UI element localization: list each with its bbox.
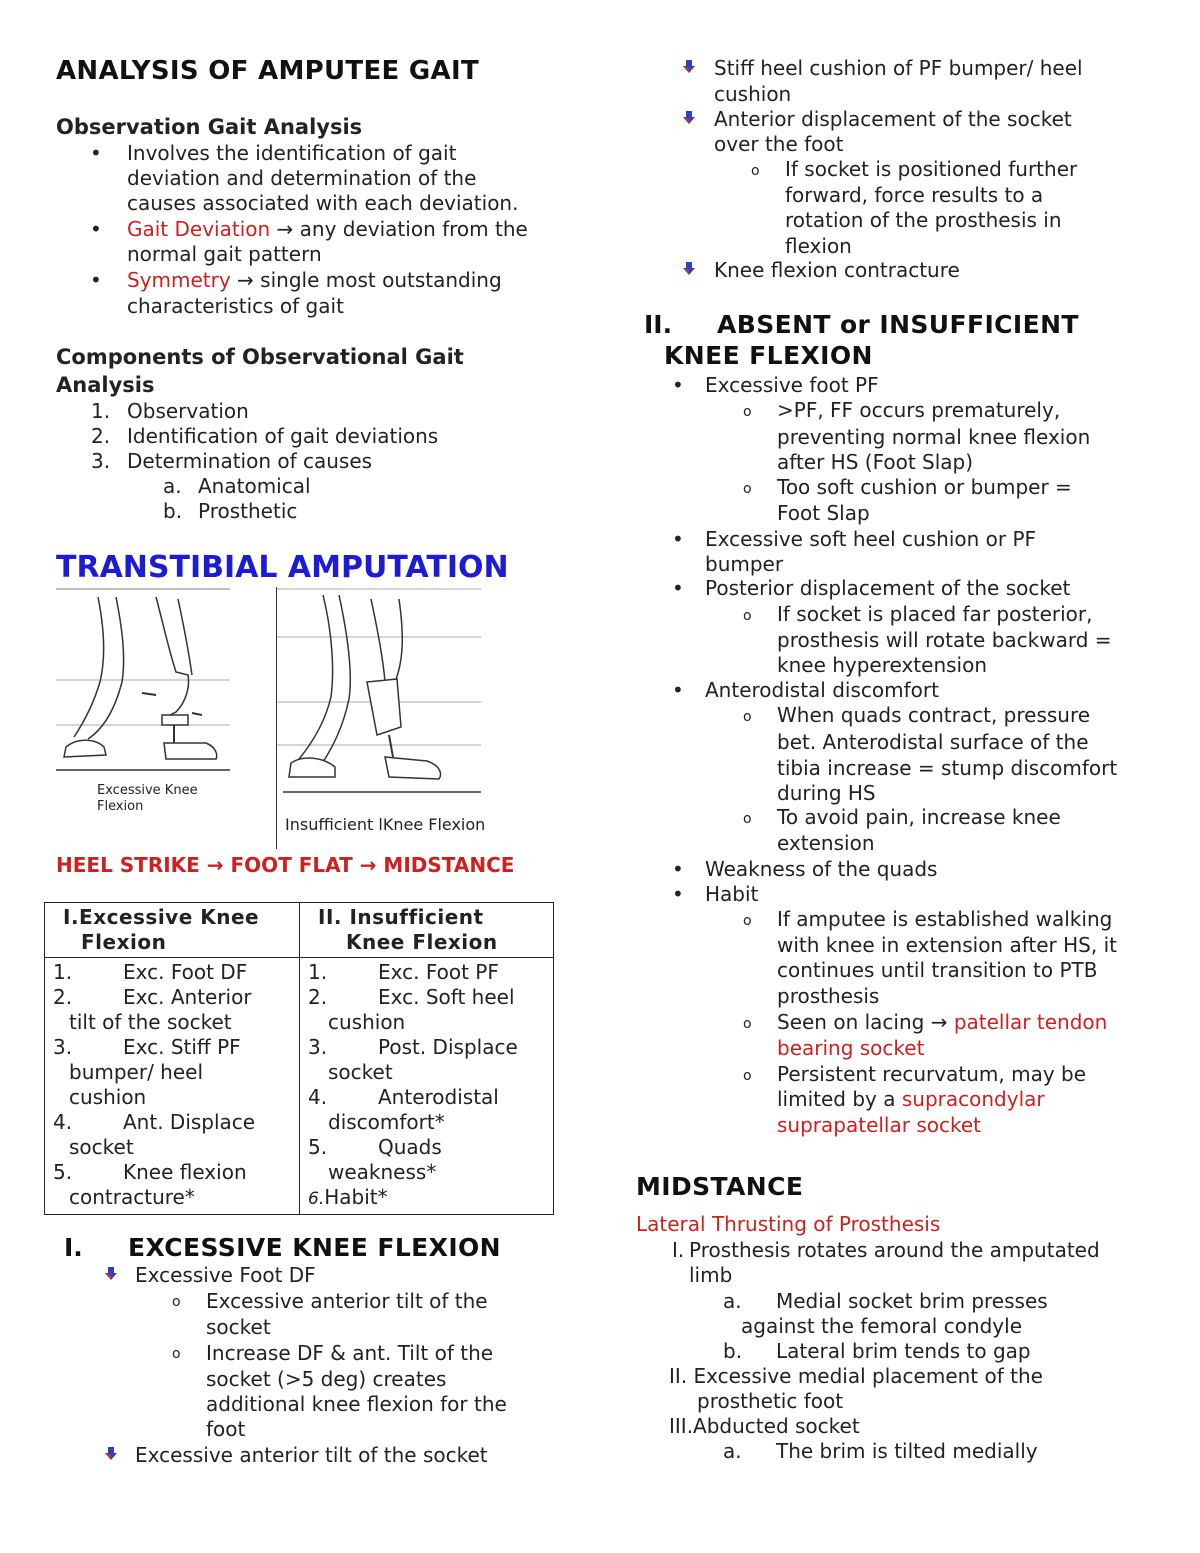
table-h2-l2: Knee Flexion bbox=[346, 930, 498, 954]
gait-deviation-term: Gait Deviation bbox=[127, 217, 271, 241]
circle-bullet-icon: o bbox=[743, 913, 752, 929]
bullet-dot-icon: • bbox=[672, 576, 684, 600]
ekf-o2-l3: additional knee flexion for the bbox=[206, 1392, 507, 1416]
r-o1-l2: forward, force results to a bbox=[785, 183, 1044, 207]
ekf-o2-l4: foot bbox=[206, 1417, 246, 1441]
b6-o3-l3: suprapatellar socket bbox=[777, 1113, 981, 1137]
b6-o3-l2 bbox=[777, 1087, 1045, 1112]
m3a-l1: The brim is tilted medially bbox=[776, 1439, 1038, 1463]
ekf-o2-l2: socket (>5 deg) creates bbox=[206, 1367, 447, 1391]
table-c1-i1: Exc. Foot DF bbox=[123, 960, 248, 984]
table-header-excessive bbox=[45, 903, 300, 958]
arrow-bullet-icon bbox=[104, 1447, 118, 1461]
table-h2-l1: II. Insufficient bbox=[318, 905, 484, 929]
ekf-number: I. bbox=[64, 1233, 83, 1262]
b6-o2-pre: Seen on lacing → bbox=[777, 1010, 954, 1034]
b6-o2-l2: bearing socket bbox=[777, 1036, 925, 1060]
b2-l1: Excessive soft heel cushion or PF bbox=[705, 527, 1037, 551]
leg-drawing-insufficient bbox=[277, 587, 481, 812]
b3-o1-l3: knee hyperextension bbox=[777, 653, 988, 677]
table-header-row bbox=[45, 903, 554, 958]
bullet-dot-icon: • bbox=[672, 678, 684, 702]
b4-o1-l3: tibia increase = stump discomfort bbox=[777, 756, 1118, 780]
figure-insufficient-knee-flexion bbox=[276, 587, 486, 849]
b4-o2-l1: To avoid pain, increase knee bbox=[777, 805, 1061, 829]
m1-num: I. bbox=[672, 1238, 685, 1262]
r-a2-l2: over the foot bbox=[714, 132, 844, 156]
bullet-dot-icon: • bbox=[90, 268, 102, 292]
m1-l1: Prosthesis rotates around the amputated bbox=[689, 1238, 1100, 1262]
ekf-title: EXCESSIVE KNEE FLEXION bbox=[128, 1233, 501, 1262]
table-c1-i5b: contracture* bbox=[69, 1185, 195, 1209]
m1a-label: a. bbox=[723, 1289, 742, 1313]
comp-sub-a: Anatomical bbox=[198, 474, 311, 498]
obs-b3 bbox=[127, 268, 502, 293]
table-c2-n1: 1. bbox=[308, 960, 328, 984]
table-c1-n1: 1. bbox=[53, 960, 73, 984]
aik-title-l2: KNEE FLEXION bbox=[664, 341, 873, 370]
table-c1-n4: 4. bbox=[53, 1110, 73, 1134]
table-c1-n2: 2. bbox=[53, 985, 73, 1009]
b4-o1-l4: during HS bbox=[777, 781, 876, 805]
ekf-o2-l1: Increase DF & ant. Tilt of the bbox=[206, 1341, 494, 1365]
table-c2-n2: 2. bbox=[308, 985, 328, 1009]
table-c1-i5: Knee flexion bbox=[123, 1160, 247, 1184]
bullet-dot-icon: • bbox=[90, 217, 102, 241]
circle-bullet-icon: o bbox=[743, 811, 752, 827]
r-o1-l4: flexion bbox=[785, 234, 852, 258]
circle-bullet-icon: o bbox=[751, 163, 760, 179]
comp-item-2: Identification of gait deviations bbox=[127, 424, 439, 448]
b4-o1-l2: bet. Anterodistal surface of the bbox=[777, 730, 1089, 754]
bullet-dot-icon: • bbox=[672, 527, 684, 551]
circle-bullet-icon: o bbox=[743, 608, 752, 624]
table-c2-i3: Post. Displace bbox=[378, 1035, 518, 1059]
arrow-bullet-icon bbox=[682, 60, 696, 74]
table-c2-n3: 3. bbox=[308, 1035, 328, 1059]
table-col-excessive bbox=[45, 958, 300, 1215]
r-a2-l1: Anterior displacement of the socket bbox=[714, 107, 1072, 131]
b1-o1-l2: preventing normal knee flexion bbox=[777, 425, 1091, 449]
page-title: ANALYSIS OF AMPUTEE GAIT bbox=[56, 56, 479, 86]
table-c2-n4: 4. bbox=[308, 1085, 328, 1109]
b3: Posterior displacement of the socket bbox=[705, 576, 1071, 600]
m3a-label: a. bbox=[723, 1439, 742, 1463]
b5: Weakness of the quads bbox=[705, 857, 938, 881]
table-c2-n5: 5. bbox=[308, 1135, 328, 1159]
b1-o2-l1: Too soft cushion or bumper = bbox=[777, 475, 1072, 499]
ekf-o1-l2: socket bbox=[206, 1315, 271, 1339]
m1-l2: limb bbox=[689, 1263, 733, 1287]
table-c1-i2b: tilt of the socket bbox=[69, 1010, 232, 1034]
bullet-dot-icon: • bbox=[672, 882, 684, 906]
table-c2-i4: Anterodistal bbox=[378, 1085, 499, 1109]
table-c1-i3b: bumper/ heel bbox=[69, 1060, 204, 1084]
b6-o1-l1: If amputee is established walking bbox=[777, 907, 1113, 931]
obs-heading: Observation Gait Analysis bbox=[56, 115, 363, 139]
obs-b1-l3: causes associated with each deviation. bbox=[127, 191, 519, 215]
table-h1-l1: I.Excessive Knee bbox=[63, 905, 260, 929]
r-a1-l1: Stiff heel cushion of PF bumper/ heel bbox=[714, 56, 1083, 80]
m1b-l1: Lateral brim tends to gap bbox=[776, 1339, 1031, 1363]
circle-bullet-icon: o bbox=[172, 1294, 181, 1310]
table-c2-i3b: socket bbox=[328, 1060, 393, 1084]
b4: Anterodistal discomfort bbox=[705, 678, 939, 702]
arrow-bullet-icon bbox=[682, 111, 696, 125]
m2-l2: prosthetic foot bbox=[697, 1389, 844, 1413]
b1-o1-l3: after HS (Foot Slap) bbox=[777, 450, 974, 474]
comp-sub-a-label: a. bbox=[163, 474, 182, 498]
obs-b2-rest: → any deviation from the bbox=[270, 217, 528, 241]
table-c1-n3: 3. bbox=[53, 1035, 73, 1059]
b4-o1-l1: When quads contract, pressure bbox=[777, 703, 1091, 727]
transtibial-heading: TRANSTIBIAL AMPUTATION bbox=[56, 550, 509, 585]
arrow-bullet-icon bbox=[682, 262, 696, 276]
table-c2-i4b: discomfort* bbox=[328, 1110, 445, 1134]
obs-b2 bbox=[127, 217, 528, 242]
circle-bullet-icon: o bbox=[743, 1068, 752, 1084]
table-c2-i2: Exc. Soft heel bbox=[378, 985, 515, 1009]
table-header-insufficient bbox=[300, 903, 554, 958]
m1a-l2: against the femoral condyle bbox=[741, 1314, 1022, 1338]
table-c2-i5: Quads bbox=[378, 1135, 442, 1159]
patellar-tendon-term: patellar tendon bbox=[953, 1010, 1108, 1034]
table-c1-i4b: socket bbox=[69, 1135, 134, 1159]
bullet-dot-icon: • bbox=[672, 373, 684, 397]
comp-heading-l2: Analysis bbox=[56, 373, 155, 397]
table-c1-n5: 5. bbox=[53, 1160, 73, 1184]
b6-o1-l4: prosthesis bbox=[777, 984, 880, 1008]
figure-excessive-knee-flexion bbox=[56, 587, 230, 817]
bullet-dot-icon: • bbox=[90, 141, 102, 165]
table-c1-i4: Ant. Displace bbox=[123, 1110, 256, 1134]
obs-b3-l2: characteristics of gait bbox=[127, 294, 344, 318]
b6-o1-l2: with knee in extension after HS, it bbox=[777, 933, 1117, 957]
fig1-caption-l1: Excessive Knee bbox=[97, 783, 198, 798]
comp-heading-l1: Components of Observational Gait bbox=[56, 345, 464, 369]
obs-b2-l2: normal gait pattern bbox=[127, 242, 322, 266]
b6-o1-l3: continues until transition to PTB bbox=[777, 958, 1098, 982]
circle-bullet-icon: o bbox=[743, 1016, 752, 1032]
table-h1-l2: Flexion bbox=[81, 930, 167, 954]
bullet-dot-icon: • bbox=[672, 857, 684, 881]
b6: Habit bbox=[705, 882, 759, 906]
fig2-caption: Insufficient lKnee Flexion bbox=[285, 815, 486, 834]
ekf-a2: Excessive anterior tilt of the socket bbox=[135, 1443, 488, 1467]
circle-bullet-icon: o bbox=[172, 1346, 181, 1362]
table-c2-i5b: weakness* bbox=[328, 1160, 437, 1184]
obs-b1-l2: deviation and determination of the bbox=[127, 166, 477, 190]
comparison-table bbox=[44, 902, 554, 1215]
supracondylar-term: supracondylar bbox=[901, 1087, 1045, 1111]
symmetry-term: Symmetry bbox=[127, 268, 231, 292]
table-c2-i1: Exc. Foot PF bbox=[378, 960, 499, 984]
table-body-row bbox=[45, 958, 554, 1215]
ekf-a1: Excessive Foot DF bbox=[135, 1263, 316, 1287]
circle-bullet-icon: o bbox=[743, 404, 752, 420]
table-col-insufficient bbox=[300, 958, 554, 1215]
comp-num-2: 2. bbox=[91, 424, 111, 448]
phase-line: HEEL STRIKE → FOOT FLAT → MIDSTANCE bbox=[56, 853, 515, 877]
r-a3: Knee flexion contracture bbox=[714, 258, 960, 282]
obs-b1-l1: Involves the identification of gait bbox=[127, 141, 457, 165]
m2-l1: II. Excessive medial placement of the bbox=[669, 1364, 1043, 1388]
comp-num-3: 3. bbox=[91, 449, 111, 473]
ekf-o1-l1: Excessive anterior tilt of the bbox=[206, 1289, 488, 1313]
circle-bullet-icon: o bbox=[743, 481, 752, 497]
b3-o1-l2: prosthesis will rotate backward = bbox=[777, 628, 1112, 652]
b1-o1-l1: >PF, FF occurs prematurely, bbox=[777, 398, 1061, 422]
table-c1-i3c: cushion bbox=[69, 1085, 147, 1109]
m1a-l1: Medial socket brim presses bbox=[776, 1289, 1048, 1313]
table-c2-n6: 6. bbox=[308, 1189, 325, 1209]
comp-sub-b-label: b. bbox=[163, 499, 183, 523]
circle-bullet-icon: o bbox=[743, 709, 752, 725]
comp-item-1: Observation bbox=[127, 399, 249, 423]
midstance-title: MIDSTANCE bbox=[636, 1172, 804, 1201]
table-c1-i2: Exc. Anterior bbox=[123, 985, 252, 1009]
table-c2-i2b: cushion bbox=[328, 1010, 406, 1034]
aik-title-l1: ABSENT or INSUFFICIENT bbox=[717, 310, 1079, 339]
r-a1-l2: cushion bbox=[714, 82, 792, 106]
b4-o2-l2: extension bbox=[777, 831, 875, 855]
r-o1-l3: rotation of the prosthesis in bbox=[785, 208, 1062, 232]
b3-o1-l1: If socket is placed far posterior, bbox=[777, 602, 1093, 626]
table-c1-i3: Exc. Stiff PF bbox=[123, 1035, 241, 1059]
comp-num-1: 1. bbox=[91, 399, 111, 423]
r-o1-l1: If socket is positioned further bbox=[785, 157, 1078, 181]
midstance-subtitle: Lateral Thrusting of Prosthesis bbox=[636, 1212, 941, 1236]
b6-o3-l1: Persistent recurvatum, may be bbox=[777, 1062, 1087, 1086]
b2-l2: bumper bbox=[705, 552, 784, 576]
b6-o3-pre: limited by a bbox=[777, 1087, 902, 1111]
b1-o2-l2: Foot Slap bbox=[777, 501, 870, 525]
b1: Excessive foot PF bbox=[705, 373, 879, 397]
comp-sub-b: Prosthetic bbox=[198, 499, 298, 523]
arrow-bullet-icon bbox=[104, 1267, 118, 1281]
b6-o2-l1 bbox=[777, 1010, 1107, 1035]
obs-b3-rest: → single most outstanding bbox=[230, 268, 502, 292]
m3: III.Abducted socket bbox=[669, 1414, 860, 1438]
m1b-label: b. bbox=[723, 1339, 743, 1363]
comp-item-3: Determination of causes bbox=[127, 449, 373, 473]
fig1-caption-l2: Flexion bbox=[97, 799, 144, 814]
table-c2-i6: Habit* bbox=[324, 1185, 388, 1209]
aik-number: II. bbox=[644, 310, 673, 339]
